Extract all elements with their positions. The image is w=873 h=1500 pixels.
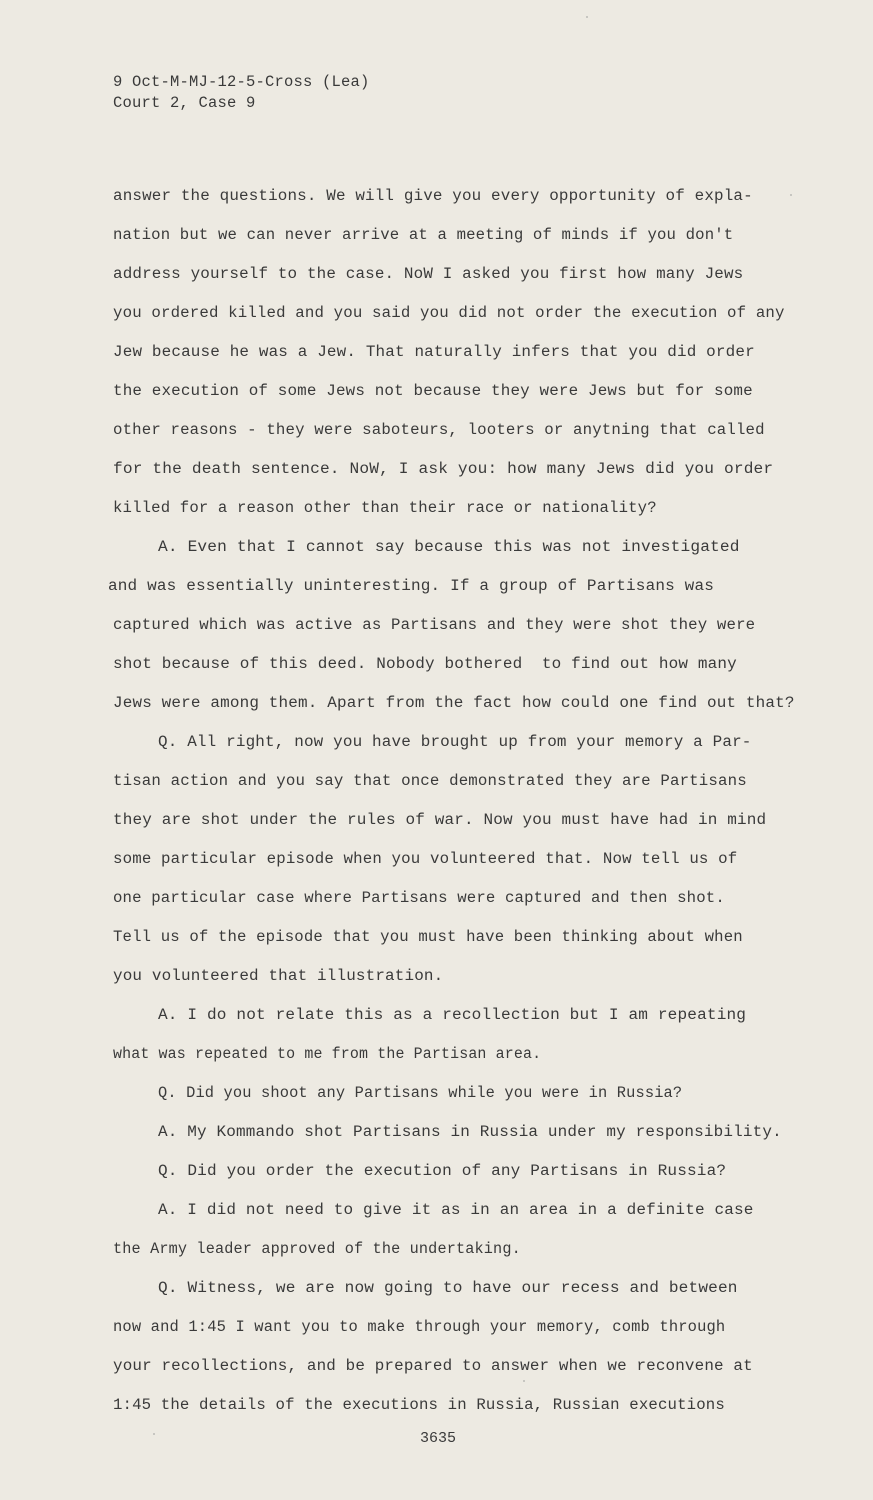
transcript-line: answer the questions. We will give you every opportunity of expla- (113, 187, 753, 205)
transcript-line: Q. All right, now you have brought up from your memory a Par- (158, 733, 752, 751)
transcript-line: Q. Did you shoot any Partisans while you were in Russia? (158, 1084, 683, 1102)
transcript-line: your recollections, and be prepared to answer when we reconvene at (113, 1357, 753, 1375)
transcript-line: one particular case where Partisans were captured and then shot. (113, 889, 725, 907)
paper-speck (586, 16, 588, 18)
transcript-line: for the death sentence. NoW, I ask you: how many Jews did you order (113, 460, 774, 478)
transcript-line: other reasons - they were saboteurs, looters or anytning that called (113, 421, 765, 439)
transcript-line: and was essentially uninteresting. If a group of Partisans was (108, 577, 714, 595)
transcript-line: they are shot under the rules of war. Now you must have had in mind (113, 811, 767, 829)
transcript-line: nation but we can never arrive at a meeting of minds if you don't (113, 226, 734, 244)
transcript-line: you ordered killed and you said you did not order the execution of any (113, 304, 785, 322)
transcript-line: Q. Witness, we are now going to have our recess and between (158, 1279, 738, 1297)
transcript-line: some particular episode when you volunteered that. Now tell us of (113, 850, 738, 868)
transcript-line: killed for a reason other than their race or nationality? (113, 499, 657, 517)
transcript-line: Tell us of the episode that you must have been thinking about when (113, 928, 743, 946)
page-number: 3635 (420, 1430, 457, 1447)
transcript-line: A. Even that I cannot say because this was not investigated (158, 538, 740, 556)
transcript-line: shot because of this deed. Nobody bothered to find out how many (113, 655, 737, 673)
transcript-line: what was repeated to me from the Partisan area. (113, 1045, 542, 1063)
header-line-2: Court 2, Case 9 (113, 94, 256, 112)
paper-speck (790, 194, 792, 196)
transcript-line: now and 1:45 I want you to make through your memory, comb through (113, 1318, 726, 1336)
paper-speck (153, 1433, 155, 1435)
paper-speck (523, 1380, 525, 1382)
transcript-line: A. I do not relate this as a recollection but I am repeating (158, 1006, 747, 1024)
transcript-line: A. I did not need to give it as in an area in a definite case (158, 1201, 754, 1219)
transcript-line: captured which was active as Partisans and they were shot they were (113, 616, 756, 634)
transcript-line: you volunteered that illustration. (113, 967, 444, 985)
transcript-line: the execution of some Jews not because they were Jews but for some (113, 382, 753, 400)
transcript-line: Jews were among them. Apart from the fact how could one find out that? (113, 694, 795, 712)
transcript-line: Jew because he was a Jew. That naturally infers that you did order (113, 343, 755, 361)
transcript-line: A. My Kommando shot Partisans in Russia under my responsibility. (158, 1123, 782, 1141)
transcript-line: Q. Did you order the execution of any Partisans in Russia? (158, 1162, 727, 1180)
transcript-line: tisan action and you say that once demonstrated they are Partisans (113, 772, 747, 790)
transcript-line: 1:45 the details of the executions in Russia, Russian executions (113, 1396, 725, 1414)
document-header (113, 72, 370, 114)
transcript-line: the Army leader approved of the undertaking. (113, 1240, 521, 1258)
transcript-line: address yourself to the case. NoW I asked you first how many Jews (113, 265, 744, 283)
header-line-1: 9 Oct-M-MJ-12-5-Cross (Lea) (113, 73, 370, 91)
